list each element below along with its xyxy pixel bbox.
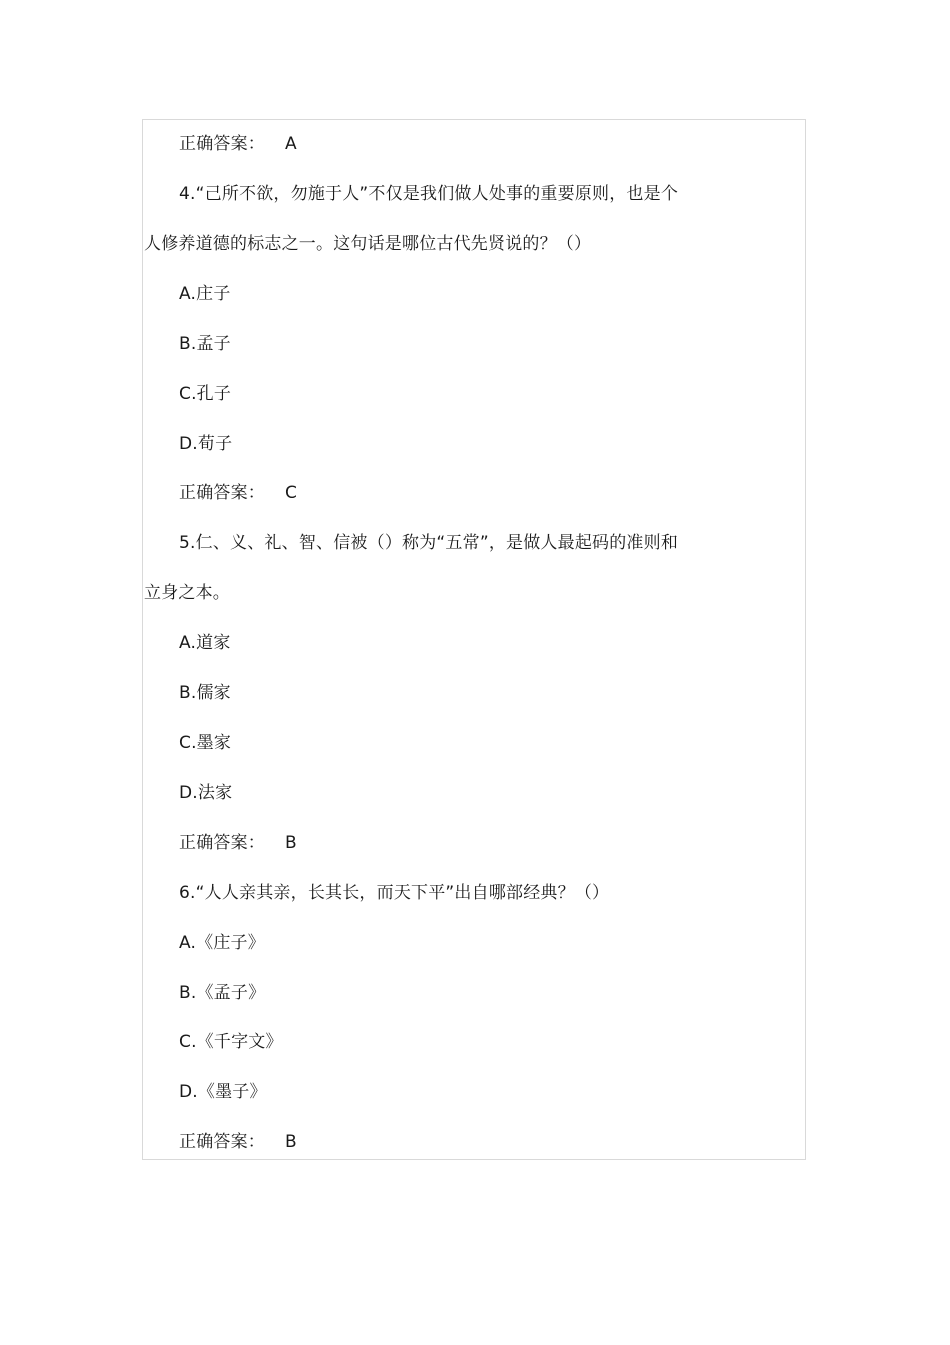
answer-line-q6 [179,1131,297,1153]
question-4-option-a: A.庄子 [179,284,231,304]
answer-value: C [285,483,298,503]
answer-line-q3 [179,133,297,155]
question-4-option-d: D.荀子 [179,434,233,454]
question-5-option-a: A.道家 [179,633,231,653]
question-5-option-b: B.儒家 [179,683,231,703]
question-6-text-line1: 6.“人人亲其亲，长其长，而天下平”出自哪部经典？（） [179,883,610,903]
question-6-option-c: C.《千字文》 [179,1032,283,1052]
answer-label: 正确答案： [179,134,265,154]
answer-value: B [285,1132,297,1152]
answer-label: 正确答案： [179,833,265,853]
answer-value: B [285,833,297,853]
question-6-option-b: B.《孟子》 [179,983,266,1003]
answer-line-q4 [179,482,297,504]
answer-line-q5 [179,832,297,854]
question-5-option-c: C.墨家 [179,733,232,753]
question-5-text-line1: 5.仁、义、礼、智、信被（）称为“五常”，是做人最起码的准则和 [179,533,679,553]
answer-value: A [285,134,297,154]
question-5-text-line2: 立身之本。 [144,583,230,603]
question-4-option-b: B.孟子 [179,334,231,354]
question-6-option-d: D.《墨子》 [179,1082,267,1102]
question-4-text-line1: 4.“己所不欲，勿施于人”不仅是我们做人处事的重要原则，也是个 [179,184,679,204]
question-4-option-c: C.孔子 [179,384,232,404]
question-5-option-d: D.法家 [179,783,233,803]
question-4-text-line2: 人修养道德的标志之一。这句话是哪位古代先贤说的？（） [144,234,592,254]
question-6-option-a: A.《庄子》 [179,933,265,953]
answer-label: 正确答案： [179,1132,265,1152]
answer-label: 正确答案： [179,483,265,503]
